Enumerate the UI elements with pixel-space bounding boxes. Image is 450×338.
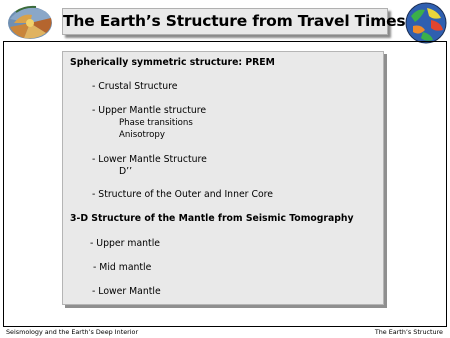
tomo-upper-mantle: - Upper mantle <box>90 238 161 249</box>
upper-mantle-structure: - Upper Mantle structure <box>92 105 207 116</box>
footer-left-text: Seismology and the Earth’s Deep Interior <box>6 328 139 336</box>
prem-heading: Spherically symmetric structure: PREM <box>70 57 275 68</box>
title-bar <box>62 8 406 35</box>
phase-transitions: Phase transitions <box>119 118 193 128</box>
content-box <box>62 51 384 305</box>
anisotropy: Anisotropy <box>119 130 165 140</box>
earth-cutaway-icon <box>6 3 54 41</box>
frame-right <box>446 41 447 327</box>
slide-title: The Earth’s Structure from Travel Times <box>63 12 406 30</box>
frame-left <box>3 41 4 327</box>
tomography-heading: 3-D Structure of the Mantle from Seismic Tomography <box>70 213 354 224</box>
footer-right-text: The Earth’s Structure <box>374 328 443 336</box>
tomo-mid-mantle: - Mid mantle <box>93 262 152 273</box>
header-divider <box>3 41 447 42</box>
tomo-lower-mantle: - Lower Mantle <box>92 286 161 297</box>
crustal-structure: - Crustal Structure <box>92 81 178 92</box>
core-structure: - Structure of the Outer and Inner Core <box>92 189 273 200</box>
d-double-prime: D’’ <box>119 166 133 177</box>
lower-mantle-structure: - Lower Mantle Structure <box>92 154 207 165</box>
footer <box>3 326 447 337</box>
tomography-globe-icon <box>405 2 447 44</box>
